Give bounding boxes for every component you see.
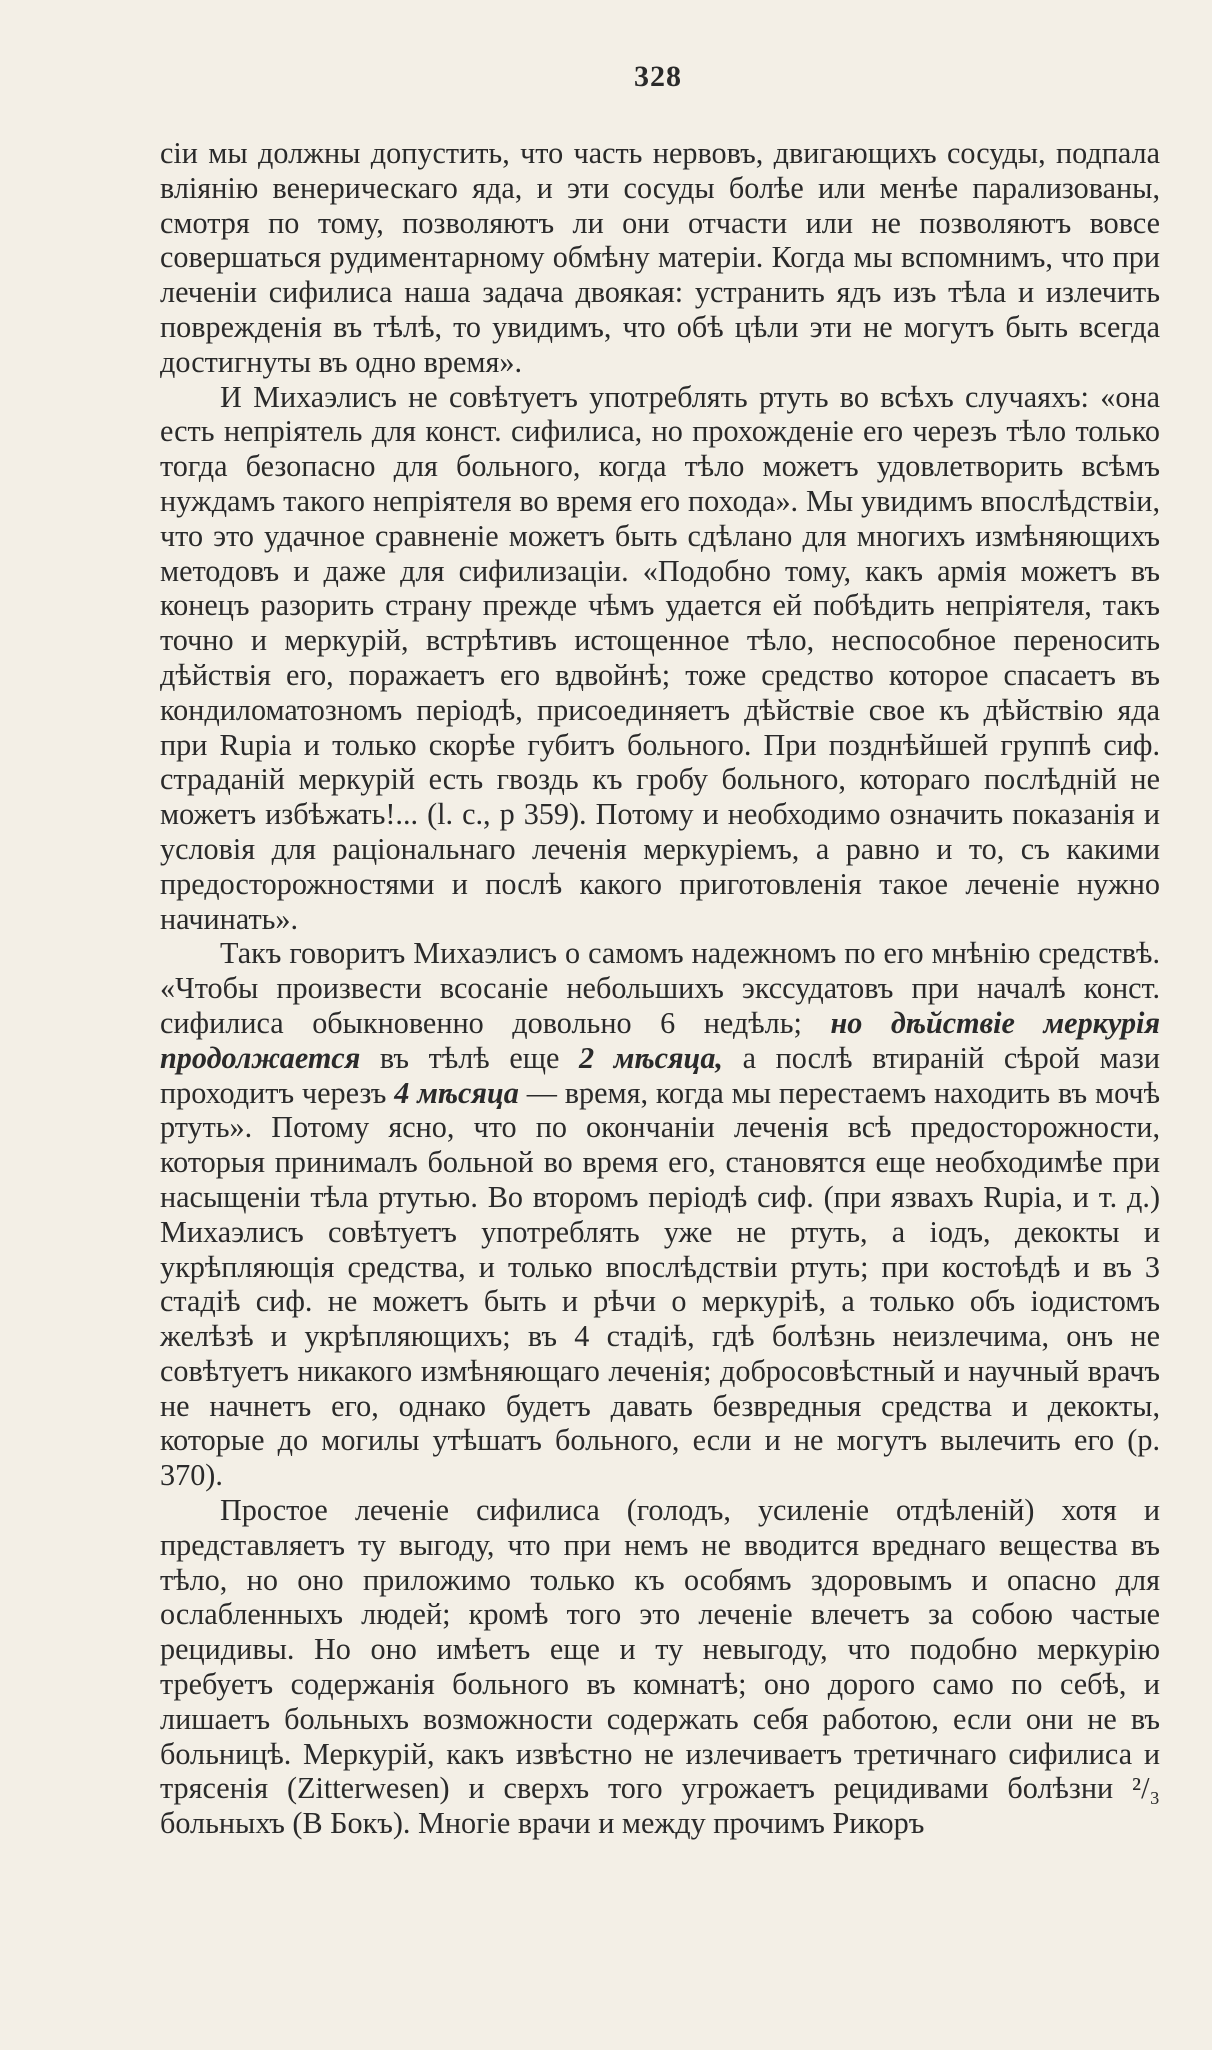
paragraph-simple-treatment — [160, 1493, 1160, 1841]
emphasized-text: 4 мѣсяца — [394, 1075, 519, 1110]
emphasized-text: но дѣйствіе меркурія продолжается — [160, 1005, 1160, 1075]
text-run: въ тѣлѣ еще — [360, 1040, 580, 1075]
paragraph-continuation — [160, 136, 1160, 380]
page-body — [160, 136, 1160, 1841]
text-run: — время, когда мы перестаемъ находить въ мочѣ ртуть». Потому ясно, что по окончаніи леченія всѣ предосторожности, которыя принималъ больной во время его, становятся еще необходимѣе при насыщеніи тѣла ртутью. Во второмъ періодѣ сиф. (при язвахъ Rupia, и т. д.) Михаэлисъ совѣтуетъ употреблять уже не ртуть, а іодъ, декокты и укрѣпляющія средства, и только впослѣдствіи ртуть; при костоѣдѣ и въ 3 стадіѣ сиф. не можетъ быть и рѣчи о меркуріѣ, а только объ іодистомъ желѣзѣ и укрѣпляющихъ; въ 4 стадіѣ, гдѣ болѣзнь неизлечима, онъ не совѣтуетъ никакого измѣняющаго леченія; добросовѣстный и научный врачъ не начнетъ его, однако будетъ давать безвредныя средства и декокты, которые до могилы утѣшатъ больного, если и не могутъ вылечить его (p. 370). — [160, 1075, 1160, 1493]
text-run: сіи мы должны допустить, что часть нервовъ, двигающихъ сосуды, подпала вліянію венерическаго яда, и эти сосуды болѣе или менѣе парализованы, смотря по тому, позволяютъ ли они отчасти или не позволяютъ вовсе совершаться рудиментарному обмѣну матеріи. Когда мы вспомнимъ, что при леченіи сифилиса наша задача двоякая: устранить ядъ изъ тѣла и излечить поврежденія въ тѣлѣ, то увидимъ, что обѣ цѣли эти не могутъ быть всегда достигнуты въ одно время». — [160, 136, 1160, 379]
text-run: И Михаэлисъ не совѣтуетъ употреблять ртуть во всѣхъ случаяхъ: «она есть непріятель для конст. сифилиса, но прохожденіе его черезъ тѣло только тогда безопасно для больного, когда тѣло можетъ удовлетворить всѣмъ нуждамъ такого непріятеля во время его похода». Мы увидимъ впослѣдствіи, что это удачное сравненіе можетъ быть сдѣлано для многихъ измѣняющихъ методовъ и даже для сифилизаціи. «Подобно тому, какъ армія можетъ въ конецъ разорить страну прежде чѣмъ удается ей побѣдить непріятеля, такъ точно и меркурій, встрѣтивъ истощенное тѣло, неспособное переносить дѣйствія его, поражаетъ его вдвойнѣ; тоже средство которое спасаетъ въ кондиломатозномъ періодѣ, присоединяетъ дѣйствіе свое къ дѣйствію яда при Rupia и только скорѣе губитъ больного. При позднѣйшей группѣ сиф. страданій меркурій есть гвоздь къ гробу больного, котораго послѣдній не можетъ избѣжать!... (l. c., p 359). Потому и необходимо означить показанія и условія для раціональнаго леченія меркуріемъ, а равно и то, съ какими предосторожностями и послѣ какого приготовленія такое леченіе нужно начинать». — [160, 379, 1160, 936]
text-run: а послѣ втираній сѣрой мази проходитъ черезъ — [160, 1040, 1160, 1110]
paragraph-mercury-duration — [160, 936, 1160, 1493]
text-run: Такъ говоритъ Михаэлисъ о самомъ надежномъ по его мнѣнію средствѣ. «Чтобы произвести всосаніе небольшихъ экссудатовъ при началѣ конст. сифилиса обыкновенно довольно 6 недѣль; — [160, 936, 1160, 1040]
emphasized-text: 2 мѣсяца, — [579, 1040, 723, 1075]
page-number: 328 — [634, 60, 682, 93]
paragraph-michaelis-mercury-advice — [160, 380, 1160, 937]
text-run: Простое леченіе сифилиса (голодъ, усиленіе отдѣленій) хотя и представляетъ ту выгоду, что при немъ не вводится вреднаго вещества въ тѣло, но оно приложимо только къ особямъ здоровымъ и опасно для ослабленныхъ людей; кромѣ того это леченіе влечетъ за собою частые рецидивы. Но оно имѣетъ еще и ту невыгоду, что подобно меркурію требуетъ содержанія больного въ комнатѣ; оно дорого само по себѣ, и лишаетъ больныхъ возможности содержать себя работою, если они не въ больницѣ. Меркурій, какъ извѣстно не излечиваетъ третичнаго сифилиса и трясенія (Zitterwesen) и сверхъ того угрожаетъ рецидивами болѣзни ²/₃ больныхъ (В Бокъ). Многіе врачи и между прочимъ Рикоръ — [160, 1493, 1160, 1841]
